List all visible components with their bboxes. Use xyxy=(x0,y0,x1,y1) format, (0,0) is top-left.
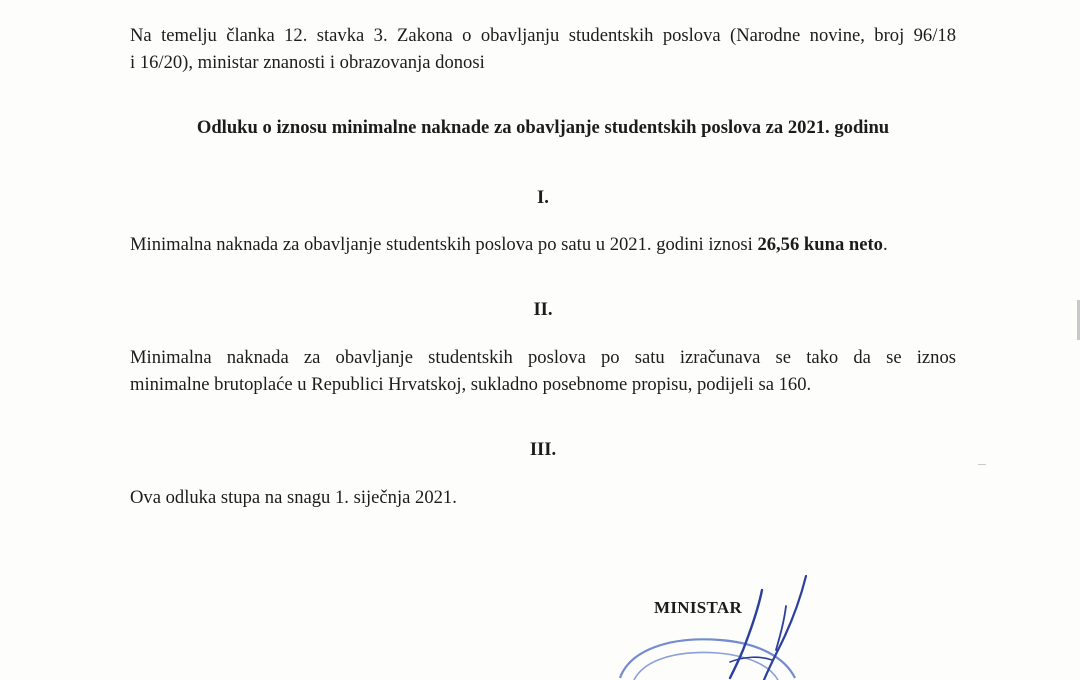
minister-title: MINISTAR xyxy=(654,598,743,617)
section-3-text: Ova odluka stupa na snagu 1. siječnja 2021. xyxy=(130,487,457,508)
decision-title: Odluku o iznosu minimalne naknade za obavljanje studentskih poslova za 2021. godinu xyxy=(196,117,890,138)
section-2-line-1: Minimalna naknada za obavljanje studentskih poslova po satu izračunava se tako da se iznos xyxy=(130,347,956,368)
preamble-line-2: i 16/20), ministar znanosti i obrazovanja donosi xyxy=(130,52,485,73)
preamble xyxy=(130,22,956,76)
section-number-2: II. xyxy=(533,299,553,320)
section-number-3: III. xyxy=(529,439,557,460)
section-1-amount: 26,56 kuna neto xyxy=(757,234,883,255)
section-number-1: I. xyxy=(537,187,549,208)
signature-stroke-4 xyxy=(730,657,772,662)
scan-dot-mark xyxy=(978,464,986,465)
preamble-line-1: Na temelju članka 12. stavka 3. Zakona o obavljanju studentskih poslova (Narodne novine, broj 96/18 xyxy=(130,25,956,46)
section-1-text-before: Minimalna naknada za obavljanje studentskih poslova po satu u 2021. godini iznosi xyxy=(130,234,758,255)
signature-stroke-2 xyxy=(764,576,806,680)
section-2-line-2: minimalne brutoplaće u Republici Hrvatskoj, sukladno posebnome propisu, podijeli sa 160. xyxy=(130,374,812,395)
stamp-arc xyxy=(620,639,795,678)
section-1-text-after: . xyxy=(882,234,888,255)
signature-stroke-3 xyxy=(776,606,786,650)
section-1-text xyxy=(130,231,956,258)
section-2-text xyxy=(130,344,956,398)
signature-and-stamp-image xyxy=(610,570,840,680)
stamp-arc-inner xyxy=(634,652,778,680)
